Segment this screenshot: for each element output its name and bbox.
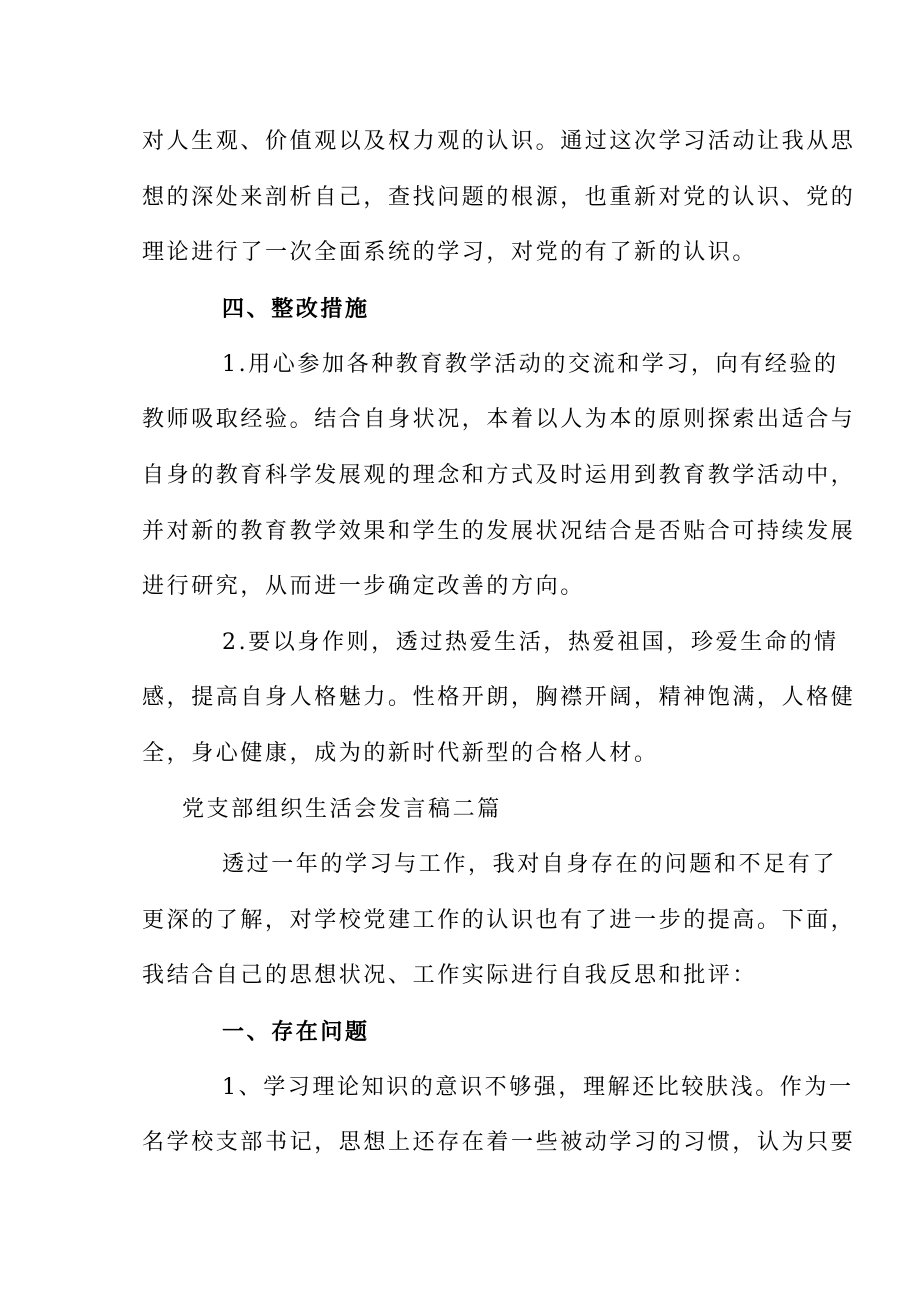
paragraph-line: 对人生观、价值观以及权力观的认识。通过这次学习活动让我从思 <box>142 129 856 154</box>
paragraph-line: 我结合自己的思想状况、工作实际进行自我反思和批评： <box>142 963 758 988</box>
paragraph-line: 1、学习理论知识的意识不够强，理解还比较肤浅。作为一 <box>222 1075 854 1100</box>
section-heading-problems: 一、存在问题 <box>222 1019 370 1045</box>
paragraph-line: 进行研究，从而进一步确定改善的方向。 <box>142 574 585 599</box>
section-heading-rectification: 四、整改措施 <box>222 296 370 322</box>
paragraph-line: 名学校支部书记，思想上还存在着一些被动学习的习惯，认为只要 <box>142 1130 856 1155</box>
paragraph-line: 全，身心健康，成为的新时代新型的合格人材。 <box>142 741 659 766</box>
paragraph-line: 感，提高自身人格魅力。性格开朗，胸襟开阔，精神饱满，人格健 <box>142 685 856 710</box>
paragraph-line: 1.用心参加各种教育教学活动的交流和学习，向有经验的 <box>222 352 839 377</box>
paragraph-line: 自身的教育科学发展观的理念和方式及时运用到教育教学活动中， <box>142 463 856 488</box>
article-title: 党支部组织生活会发言稿二篇 <box>182 797 502 822</box>
paragraph-line: 教师吸取经验。结合自身状况，本着以人为本的原则探索出适合与 <box>142 407 856 432</box>
paragraph-line: 理论进行了一次全面系统的学习，对党的有了新的认识。 <box>142 240 758 265</box>
paragraph-line: 想的深处来剖析自己，查找问题的根源，也重新对党的认识、党的 <box>142 185 856 210</box>
paragraph-line: 更深的了解，对学校党建工作的认识也有了进一步的提高。下面， <box>142 908 856 933</box>
paragraph-line: 并对新的教育教学效果和学生的发展状况结合是否贴合可持续发展 <box>142 519 856 544</box>
paragraph-line: 2.要以身作则，透过热爱生活，热爱祖国，珍爱生命的情 <box>222 630 839 655</box>
paragraph-line: 透过一年的学习与工作，我对自身存在的问题和不足有了 <box>222 852 838 877</box>
